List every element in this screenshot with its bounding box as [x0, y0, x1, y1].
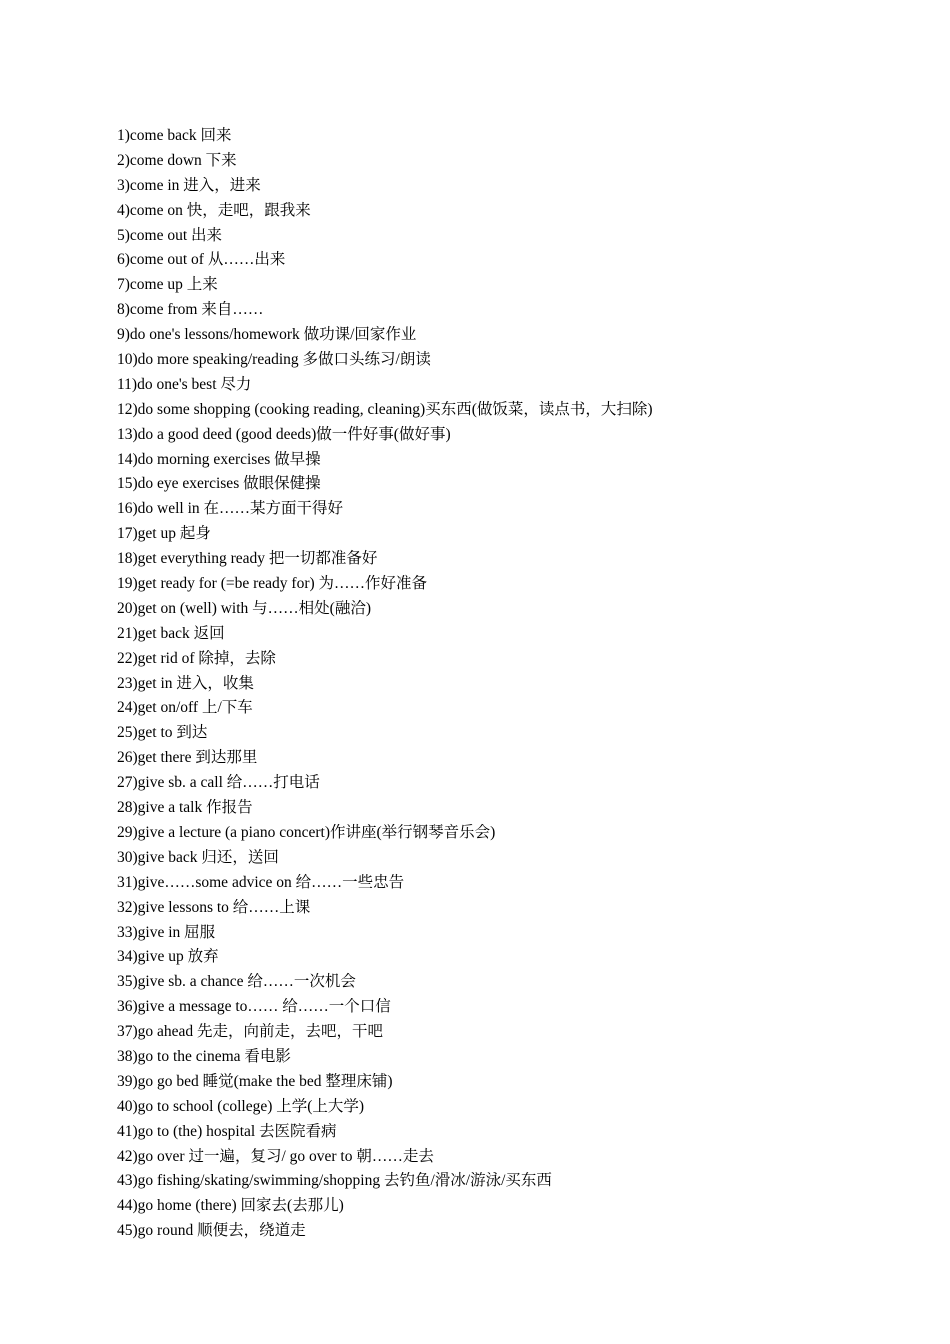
phrase-line: 19)get ready for (=be ready for) 为……作好准备	[117, 575, 428, 593]
phrase-line: 42)go over 过一遍，复习/ go over to 朝……走去	[117, 1147, 434, 1165]
phrase-line: 3)come in 进入，进来	[117, 176, 261, 194]
phrase-line: 29)give a lecture (a piano concert)作讲座(举行钢琴音乐会)	[117, 823, 496, 841]
phrase-line: 30)give back 归还，送回	[117, 848, 279, 866]
phrase-line: 10)do more speaking/reading 多做口头练习/朗读	[117, 351, 431, 369]
phrase-line: 21)get back 返回	[117, 624, 225, 642]
phrase-line: 18)get everything ready 把一切都准备好	[117, 550, 378, 568]
phrase-line: 31)give……some advice on 给……一些忠告	[117, 873, 405, 891]
phrase-line: 32)give lessons to 给……上课	[117, 898, 311, 916]
phrase-line: 36)give a message to…… 给……一个口信	[117, 998, 391, 1016]
phrase-line: 2)come down 下来	[117, 151, 237, 169]
phrase-line: 8)come from 来自……	[117, 301, 264, 319]
phrase-line: 27)give sb. a call 给……打电话	[117, 774, 320, 792]
phrase-line: 20)get on (well) with 与……相处(融洽)	[117, 599, 371, 617]
phrase-line: 11)do one's best 尽力	[117, 375, 252, 393]
phrase-line: 40)go to school (college) 上学(上大学)	[117, 1097, 365, 1115]
phrase-line: 35)give sb. a chance 给……一次机会	[117, 973, 356, 991]
phrase-line: 1)come back 回来	[117, 127, 232, 144]
phrase-line: 23)get in 进入，收集	[117, 674, 254, 692]
phrase-line: 13)do a good deed (good deeds)做一件好事(做好事)	[117, 425, 451, 443]
phrase-line: 25)get to 到达	[117, 724, 208, 742]
phrase-line: 43)go fishing/skating/swimming/shopping 去钓鱼/滑冰/游泳/买东西	[117, 1172, 552, 1190]
phrase-line: 9)do one's lessons/homework 做功课/回家作业	[117, 326, 417, 344]
phrase-line: 22)get rid of 除掉，去除	[117, 649, 276, 667]
phrase-line: 6)come out of 从……出来	[117, 251, 286, 269]
phrase-line: 39)go go bed 睡觉(make the bed 整理床铺)	[117, 1072, 393, 1090]
phrase-line: 4)come on 快，走吧，跟我来	[117, 201, 311, 219]
phrase-line: 38)go to the cinema 看电影	[117, 1047, 291, 1065]
phrase-line: 15)do eye exercises 做眼保健操	[117, 475, 321, 493]
phrase-line: 44)go home (there) 回家去(去那儿)	[117, 1197, 344, 1215]
phrase-line: 33)give in 屈服	[117, 923, 216, 941]
phrase-line: 28)give a talk 作报告	[117, 799, 253, 817]
phrase-line: 41)go to (the) hospital 去医院看病	[117, 1122, 337, 1140]
phrase-line: 14)do morning exercises 做早操	[117, 450, 321, 468]
phrase-line: 17)get up 起身	[117, 525, 211, 543]
phrase-line: 37)go ahead 先走，向前走，去吧，干吧	[117, 1023, 384, 1041]
phrase-list	[117, 124, 897, 1244]
phrase-line: 45)go round 顺便去，绕道走	[117, 1222, 306, 1240]
phrase-line: 26)get there 到达那里	[117, 749, 258, 767]
phrase-line: 24)get on/off 上/下车	[117, 699, 253, 717]
phrase-line: 5)come out 出来	[117, 226, 223, 244]
phrase-line: 34)give up 放弃	[117, 948, 219, 966]
phrase-line: 16)do well in 在……某方面干得好	[117, 500, 344, 518]
phrase-line: 7)come up 上来	[117, 276, 218, 294]
phrase-line: 12)do some shopping (cooking reading, cleaning)买东西(做饭菜，读点书，大扫除)	[117, 400, 653, 418]
